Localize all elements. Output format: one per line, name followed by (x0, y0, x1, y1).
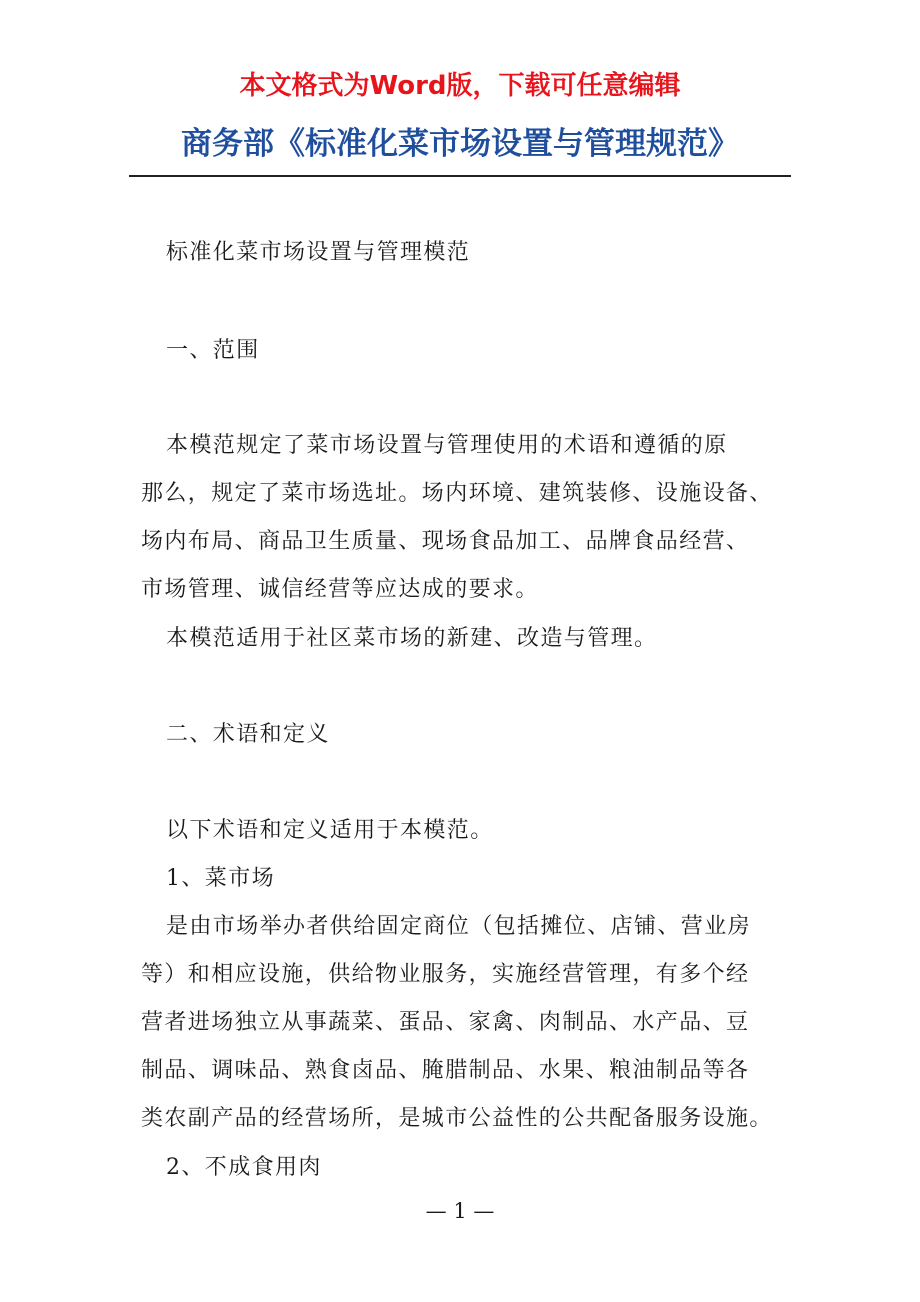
paragraph-line: 是由市场举办者供给固定商位（包括摊位、店铺、营业房 (166, 914, 752, 939)
document-title: 商务部《标准化菜市场设置与管理规范》 (181, 126, 739, 162)
paragraph-line: 类农副产品的经营场所，是城市公益性的公共配备服务设施。 (141, 1106, 773, 1131)
section-2-intro: 以下术语和定义适用于本模范。 (166, 818, 494, 843)
section-1-title: 一、范围 (166, 338, 260, 363)
body-heading: 标准化菜市场设置与管理模范 (166, 240, 471, 265)
paragraph-line: 那么，规定了菜市场选址。场内环境、建筑装修、设施设备、 (141, 481, 773, 506)
section-2-title: 二、术语和定义 (166, 722, 330, 747)
paragraph-line: 场内布局、商品卫生质量、现场食品加工、品牌食品经营、 (141, 529, 750, 554)
paragraph-line: 制品、调味品、熟食卤品、腌腊制品、水果、粮油制品等各 (141, 1058, 750, 1083)
page-number: — 1 — (425, 1199, 495, 1223)
paragraph-line: 本模范规定了菜市场设置与管理使用的术语和遵循的原 (166, 433, 728, 458)
title-divider (129, 175, 791, 177)
term-1-title: 1、菜市场 (166, 866, 275, 891)
section-1-paragraph-2: 本模范适用于社区菜市场的新建、改造与管理。 (166, 626, 658, 651)
paragraph-line: 营者进场独立从事蔬菜、蛋品、家禽、肉制品、水产品、豆 (141, 1010, 750, 1035)
paragraph-line: 市场管理、诚信经营等应达成的要求。 (141, 577, 539, 602)
term-2-title: 2、不成食用肉 (166, 1155, 322, 1180)
paragraph-line: 等）和相应设施，供给物业服务，实施经营管理，有多个经 (141, 962, 750, 987)
format-notice: 本文格式为Word版，下载可任意编辑 (239, 71, 681, 101)
